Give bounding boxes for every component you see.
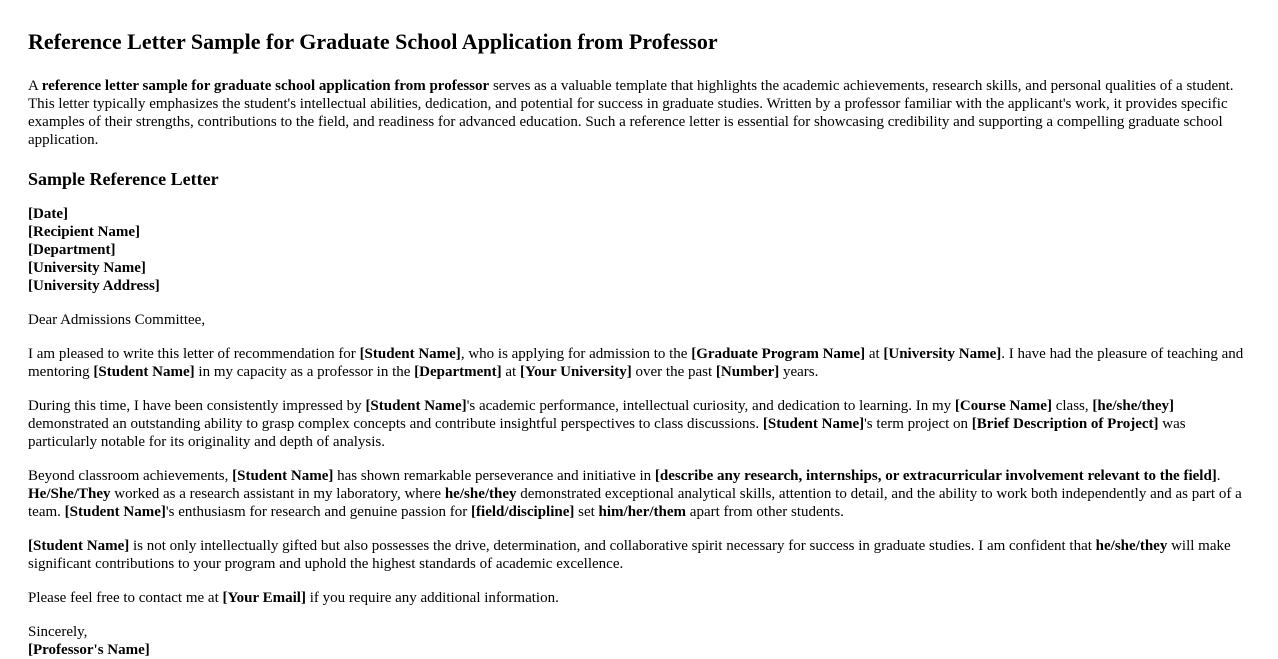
placeholder-text: [field/discipline]: [471, 504, 575, 520]
paragraph-text: apart from other students.: [686, 504, 844, 520]
placeholder-text: [Student Name]: [359, 346, 461, 362]
paragraph-text: 's enthusiasm for research and genuine passion for: [165, 504, 472, 520]
paragraph-text: has shown remarkable perseverance and initiative in: [333, 468, 655, 484]
paragraph-text: .: [1216, 468, 1221, 484]
placeholder-text: [Number]: [715, 364, 780, 380]
letter-paragraph-3: [28, 467, 1252, 521]
closing: Sincerely,: [28, 624, 88, 640]
paragraph-text: if you require any additional information.: [305, 590, 559, 606]
placeholder-text: [Student Name]: [28, 538, 130, 554]
placeholder-text: [Department]: [414, 364, 502, 380]
placeholder-text: [describe any research, internships, or extracurricular involvement relevant to the field]: [654, 468, 1217, 484]
paragraph-text: set: [574, 504, 599, 520]
placeholder-text: him/her/them: [598, 504, 687, 520]
paragraph-text: . I have had the pleasure of teaching and mentoring: [28, 346, 1244, 380]
address-recipient-name: [Recipient Name]: [28, 224, 141, 240]
paragraph-text: years.: [779, 364, 819, 380]
paragraph-text: at: [865, 346, 884, 362]
paragraph-text: 's term project on: [864, 416, 972, 432]
page-title: Reference Letter Sample for Graduate School Application from Professor: [28, 29, 718, 54]
paragraph-text: , who is applying for admission to the: [460, 346, 692, 362]
placeholder-text: [Student Name]: [93, 364, 195, 380]
address-date: [Date]: [28, 206, 68, 222]
paragraph-text: demonstrated exceptional analytical skills, attention to detail, and the ability to work both independently and as part of a team.: [28, 486, 1242, 520]
paragraph-text: During this time, I have been consistently impressed by: [28, 398, 366, 414]
placeholder-text: [Your University]: [519, 364, 632, 380]
placeholder-text: [University Name]: [883, 346, 1002, 362]
intro-paragraph: [28, 77, 1252, 149]
paragraph-text: I am pleased to write this letter of recommendation for: [28, 346, 360, 362]
letter-paragraph-5: [28, 589, 1252, 607]
placeholder-text: [Student Name]: [762, 416, 865, 432]
placeholder-text: [Graduate Program Name]: [691, 346, 866, 362]
intro-bold-phrase: reference letter sample for graduate school application from professor: [41, 78, 490, 94]
salutation: Dear Admissions Committee,: [28, 312, 206, 328]
address-block: [28, 205, 1252, 295]
signature-name: [Professor's Name]: [28, 642, 150, 658]
section-heading: Sample Reference Letter: [28, 169, 219, 189]
placeholder-text: He/She/They: [28, 486, 111, 502]
paragraph-text: class,: [1051, 398, 1093, 414]
address-university-name: [University Name]: [28, 260, 146, 276]
paragraph-text: Please feel free to contact me at: [28, 590, 223, 606]
placeholder-text: [Course Name]: [954, 398, 1052, 414]
placeholder-text: [he/she/they]: [1092, 398, 1175, 414]
intro-text: serves as a valuable template that highlights the academic achievements, research skills, and personal qualities of a student. This letter typically emphasizes the student's intellectual abilities, dedication, and potential for success in graduate studies. Written by a professor familiar with the applicant's work, it provides specific examples of their strengths, contributions to the field, and readiness for advanced education. Such a reference letter is essential for showcasing credibility and supporting a compelling graduate school application.: [28, 78, 1234, 148]
placeholder-text: he/she/they: [444, 486, 517, 502]
address-university-address: [University Address]: [28, 278, 160, 294]
document-page: [28, 0, 1252, 659]
placeholder-text: he/she/they: [1095, 538, 1168, 554]
placeholder-text: [Student Name]: [365, 398, 467, 414]
letter-paragraph-4: [28, 537, 1252, 573]
paragraph-text: at: [501, 364, 520, 380]
paragraph-text: in my capacity as a professor in the: [194, 364, 415, 380]
paragraph-text: will make significant contributions to your program and uphold the highest standards of academic excellence.: [28, 538, 1231, 572]
closing-block: [28, 623, 1252, 659]
paragraph-text: demonstrated an outstanding ability to grasp complex concepts and contribute insightful perspectives to class discussions.: [28, 416, 763, 432]
address-department: [Department]: [28, 242, 116, 258]
paragraph-text: was particularly notable for its originality and depth of analysis.: [28, 416, 1186, 450]
paragraph-text: Beyond classroom achievements,: [28, 468, 233, 484]
placeholder-text: [Student Name]: [232, 468, 334, 484]
paragraph-text: is not only intellectually gifted but also possesses the drive, determination, and collaborative spirit necessary for success in graduate studies. I am confident that: [129, 538, 1096, 554]
paragraph-text: 's academic performance, intellectual curiosity, and dedication to learning. In my: [466, 398, 955, 414]
intro-text: A: [28, 78, 42, 94]
placeholder-text: [Brief Description of Project]: [971, 416, 1159, 432]
letter-paragraph-2: [28, 397, 1252, 451]
placeholder-text: [Student Name]: [64, 504, 166, 520]
paragraph-text: worked as a research assistant in my laboratory, where: [110, 486, 445, 502]
letter-paragraph-1: [28, 345, 1252, 381]
paragraph-text: over the past: [631, 364, 716, 380]
placeholder-text: [Your Email]: [222, 590, 306, 606]
